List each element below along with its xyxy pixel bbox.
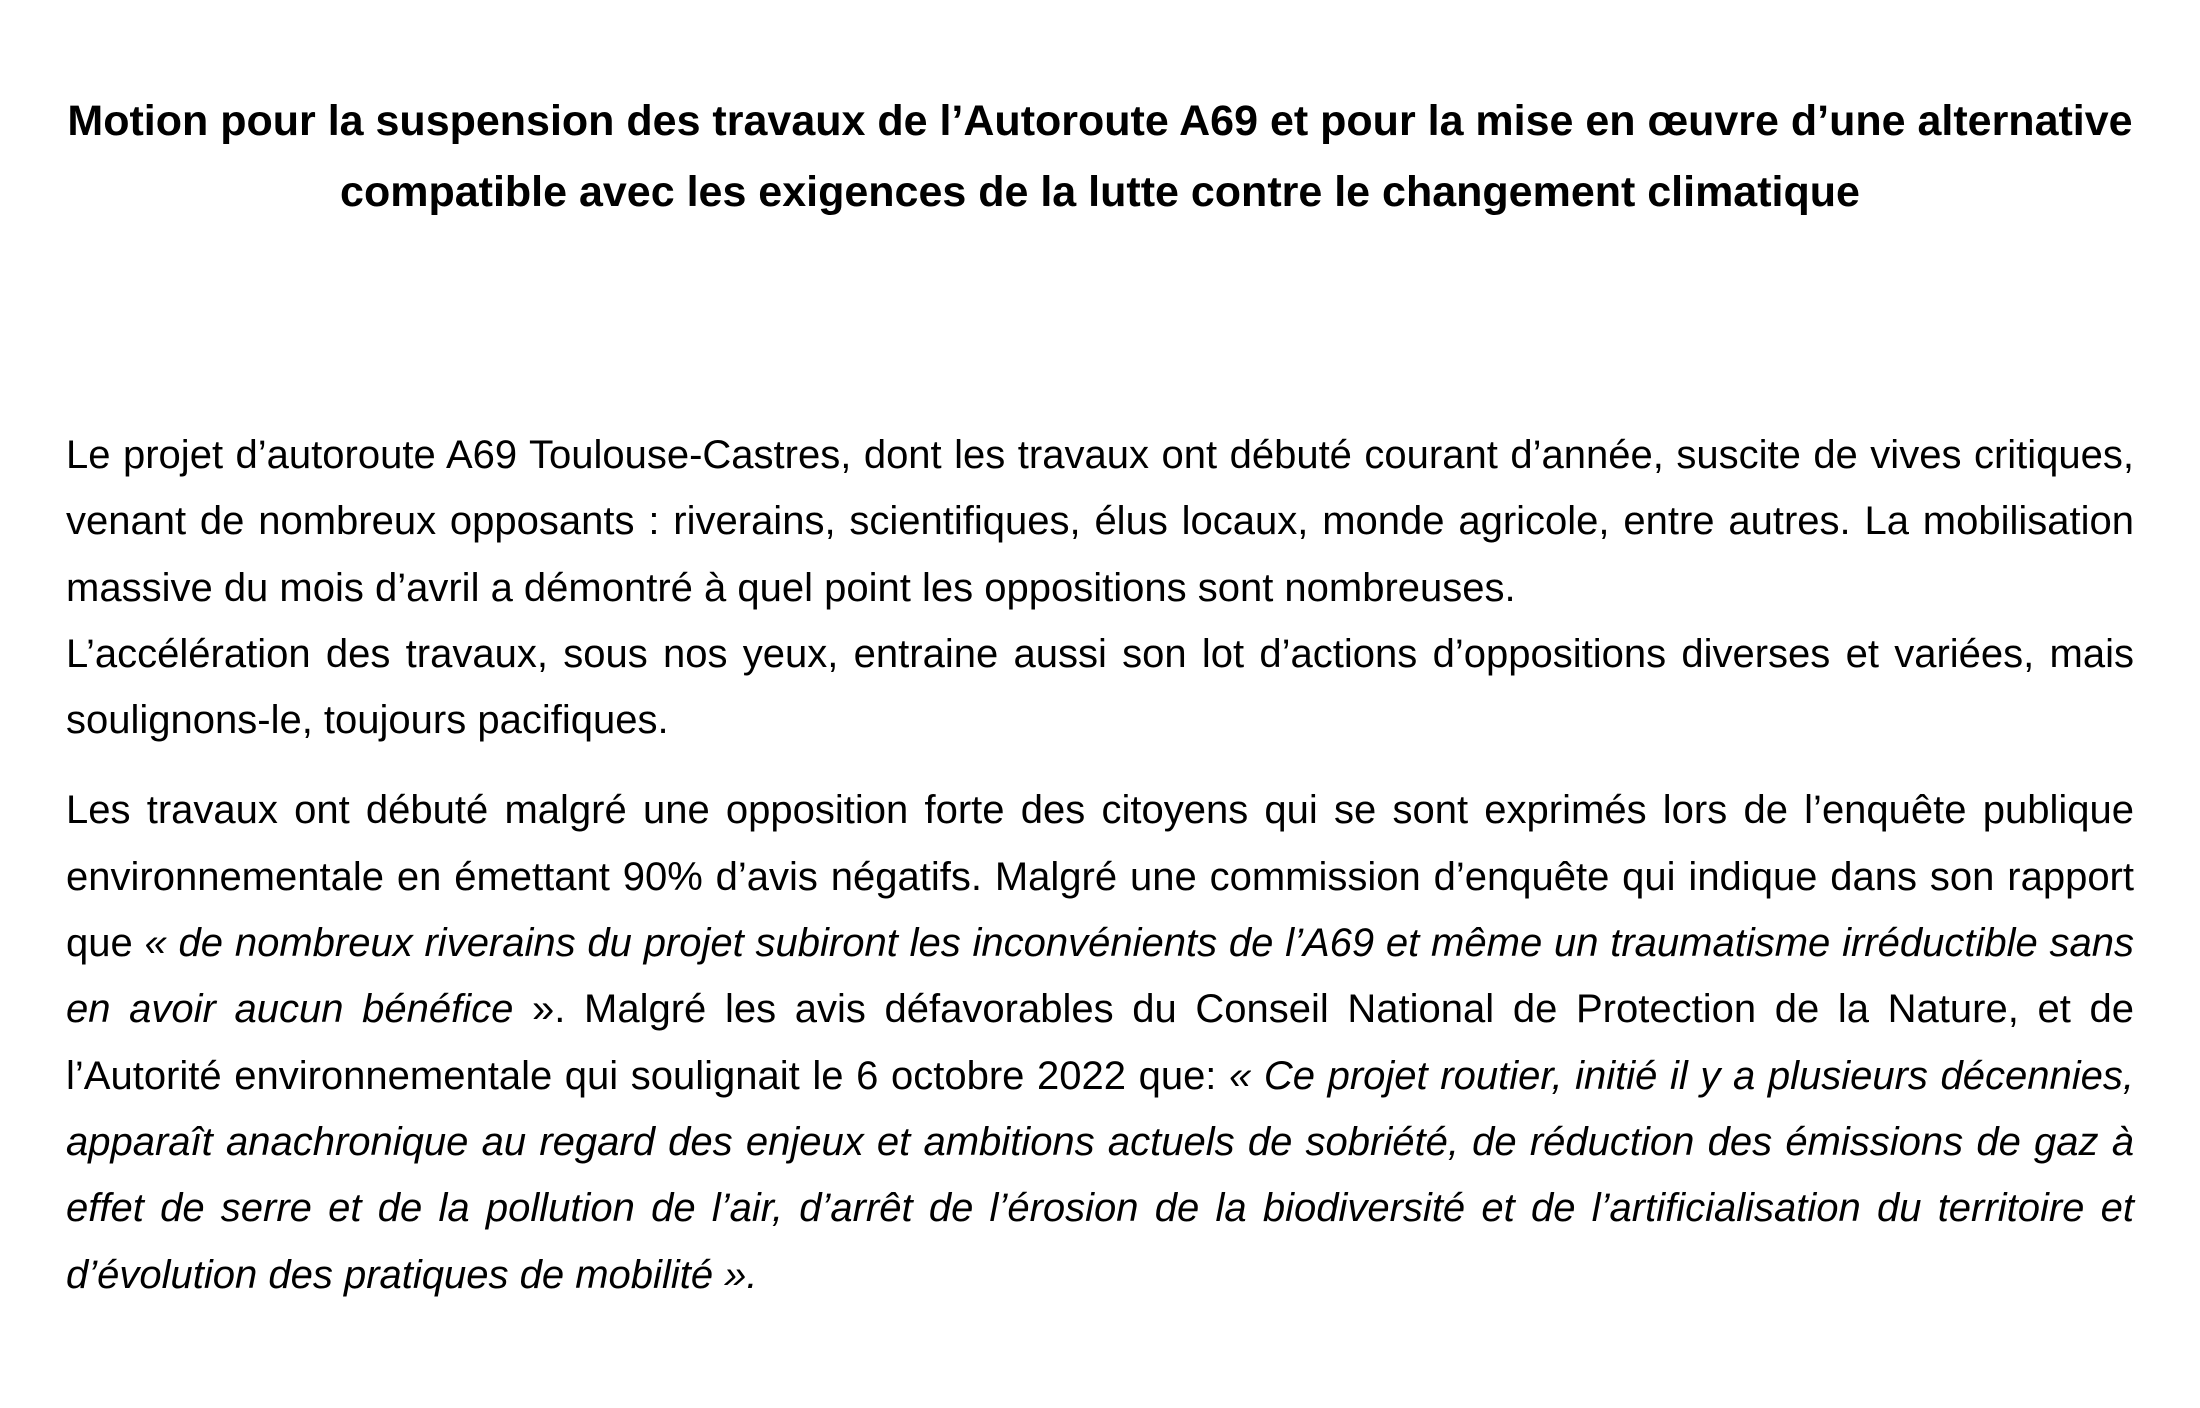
document-page: [66, 86, 2134, 1308]
document-title: Motion pour la suspension des travaux de l’Autoroute A69 et pour la mise en œuvre d’une alternative compatible avec les exigences de la lutte contre le changement climatique: [67, 97, 2133, 216]
quote-autorite-environnementale: « Ce projet routier, initié il y a plusieurs décennies, apparaît anachronique au regard des enjeux et ambitions actuels de sobriété, de réduction des émissions de gaz à effet de serre et de la pollution de l’air, d’arrêt de l’érosion de la biodiversité et de l’artificialisation du territoire et d’évolution des pratiques de mobilité ».: [66, 1053, 2134, 1297]
quote-commission-enquete: « de nombreux riverains du projet subiront les inconvénients de l’A69 et même un traumatisme irréductible sans en avoir aucun bénéfice: [66, 921, 2134, 1032]
paragraph-1: Le projet d’autoroute A69 Toulouse-Castres, dont les travaux ont débuté courant d’année, suscite de vives critiques, venant de nombreux opposants : riverains, scientifiques, élus locaux, monde agricole, entre autres. La mobilisation massive du mois d’avril a démontré à quel point les oppositions sont nombreuses.: [66, 433, 2134, 610]
paragraph-3-text-2: ». Malgré les avis défavorables du Conseil National de Protection de la Nature, et de l’Autorité environnementale qui soulignait le 6 octobre 2022 que:: [66, 987, 2134, 1098]
paragraph-3-text-1: Les travaux ont débuté malgré une opposition forte des citoyens qui se sont exprimés lors de l’enquête publique environnementale en émettant 90% d’avis négatifs. Malgré une commission d’enquête qui indique dans son rapport que: [66, 788, 2134, 966]
paragraph-3: [66, 777, 2134, 1307]
paragraph-2: L’accélération des travaux, sous nos yeux, entraine aussi son lot d’actions d’oppositions diverses et variées, mais soulignons-le, toujours pacifiques.: [66, 631, 2134, 743]
document-body: [66, 422, 2134, 1308]
